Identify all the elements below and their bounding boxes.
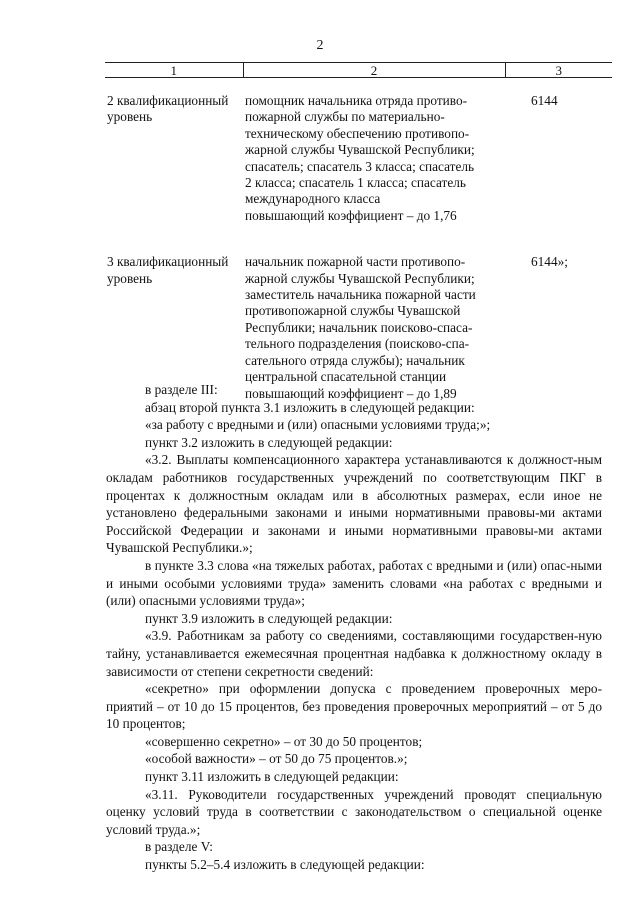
paragraph: «совершенно секретно» – от 30 до 50 процентов; [145, 733, 423, 749]
table-header-col-3: 3 [505, 63, 612, 78]
paragraph: в пункте 3.3 слова «на тяжелых работах, работах с вредными и (или) опас-ными и иными особыми условиями труда» заменить словами «на работах с вредными и (или) опасными условиями труда»; [106, 557, 602, 609]
paragraph: пункт 3.11 изложить в следующей редакции: [145, 769, 399, 785]
paragraph: «особой важности» – от 50 до 75 процентов.»; [145, 751, 408, 767]
base-salary: 6144»; [531, 254, 568, 270]
table-header-col-1: 1 [105, 63, 243, 78]
table-row [105, 224, 612, 402]
positions-list: начальник пожарной части противопо- жарной службы Чувашской Республики; заместитель начальника пожарной части противопожарной службы Чувашской Республики; начальник поисково-спаса- тельного подразделения (поисково-спа- сательного отряда службы); начальник центральной спасательной станции повышающий коэффициент – до 1,89 [245, 254, 476, 401]
paragraph: «секретно» при оформлении допуска с проведением проверочных меро-приятий – от 10 до 15 процентов, без проведения проверочных мероприятий – от 5 до 10 процентов; [106, 681, 602, 732]
positions-list: помощник начальника отряда противо- пожарной службы по материально- техническому обеспечению противопо- жарной службы Чувашской Республики; спасатель; спасатель 3 класса; спасатель 2 класса; спасатель 1 класса; спасатель международного класса повышающий коэффициент – до 1,76 [245, 93, 475, 223]
paragraph: пункты 5.2–5.4 изложить в следующей редакции: [145, 857, 425, 873]
paragraph: в разделе III: [145, 382, 218, 397]
base-salary: 6144 [531, 93, 558, 108]
qualification-level: 3 квалификационный уровень [107, 254, 229, 286]
table-header-row [105, 63, 612, 78]
table-row [105, 78, 612, 225]
paragraph: «3.9. Работникам за работу со сведениями, составляющими государствен-ную тайну, устанавливается ежемесячная процентная надбавка к должностному окладу в зависимости от степени секретности сведений: [106, 628, 602, 679]
table-header-col-2: 2 [243, 63, 505, 78]
paragraph: «за работу с вредными и (или) опасными условиями труда;»; [145, 417, 491, 433]
paragraph: «3.2. Выплаты компенсационного характера устанавливаются к должност-ным окладам работников государственных учреждений по соответствующим ПКГ в процентах к должностным окладам или в абсолютных размерах, если иное не установлено федеральными законами и иными нормативными правовы-ми актами Российской Федерации и законами и иными нормативными правовы-ми актами Чувашской Республики.»; [106, 452, 602, 556]
paragraph: пункт 3.2 изложить в следующей редакции: [145, 434, 393, 450]
paragraph: абзац второй пункта 3.1 изложить в следующей редакции: [145, 399, 475, 415]
document-body [106, 381, 602, 874]
page-number: 2 [316, 38, 324, 53]
paragraph: в разделе V: [145, 839, 214, 855]
paragraph: «3.11. Руководители государственных учреждений проводят специальную оценку условий труда в соответствии с законодательством о специальной оценке условий труда.»; [106, 786, 602, 837]
paragraph: пункт 3.9 изложить в следующей редакции: [145, 610, 393, 626]
qualification-table [105, 62, 612, 402]
qualification-level: 2 квалификационный уровень [107, 93, 229, 125]
